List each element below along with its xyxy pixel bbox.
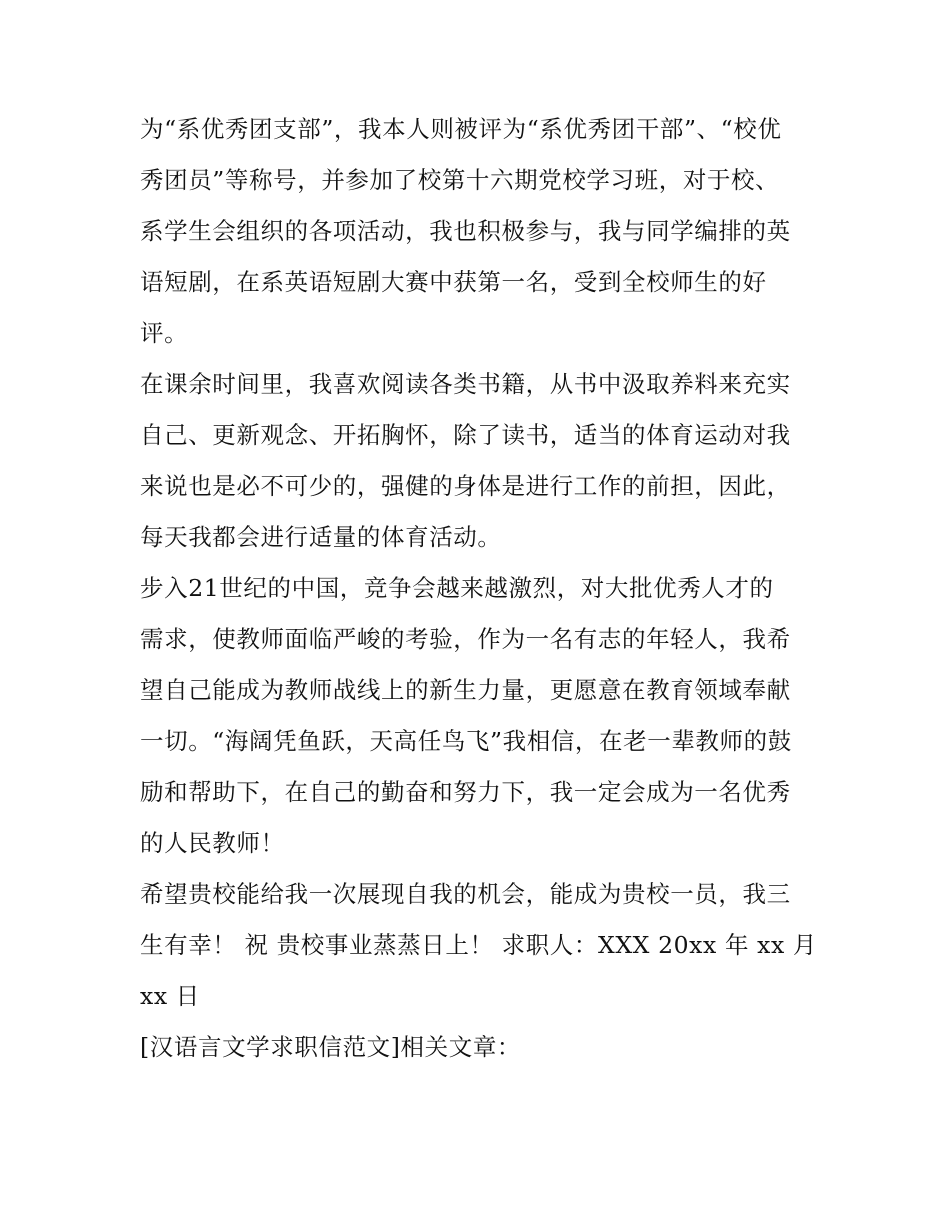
text-line: 生有幸！ 祝 贵校事业蒸蒸日上！ 求职人：XXX 20xx 年 xx 月	[140, 931, 817, 959]
text-line: 自己、更新观念、开拓胸怀，除了读书，适当的体育运动对我	[140, 421, 791, 449]
text-line: 望自己能成为教师战线上的新生力量，更愿意在教育领域奉献	[140, 676, 791, 704]
text-line: xx 日	[140, 982, 200, 1010]
text-line: 在课余时间里，我喜欢阅读各类书籍，从书中汲取养料来充实	[140, 370, 791, 398]
paragraph-closing	[140, 869, 820, 1022]
text-line: 语短剧，在系英语短剧大赛中获第一名，受到全校师生的好	[140, 268, 767, 296]
text-line: 励和帮助下，在自己的勤奋和努力下，我一定会成为一名优秀	[140, 778, 791, 806]
text-line: 秀团员”等称号，并参加了校第十六期党校学习班，对于校、	[140, 166, 780, 194]
text-line: 需求，使教师面临严峻的考验，作为一名有志的年轻人，我希	[140, 625, 791, 653]
text-line: 系学生会组织的各项活动，我也积极参与，我与同学编排的英	[140, 217, 791, 245]
text-line: 每天我都会进行适量的体育活动。	[140, 523, 502, 551]
paragraph-honors	[140, 104, 820, 359]
paragraph-aspiration	[140, 563, 820, 869]
paragraph-related-articles	[140, 1022, 820, 1073]
text-line: 来说也是必不可少的，强健的身体是进行工作的前担，因此，	[140, 472, 791, 500]
text-line: 评。	[140, 319, 189, 347]
text-line: 的人民教师！	[140, 829, 285, 857]
related-articles-heading: [汉语言文学求职信范文]相关文章：	[140, 1033, 522, 1061]
text-line: 希望贵校能给我一次展现自我的机会，能成为贵校一员，我三	[140, 880, 791, 908]
text-line: 一切。“海阔凭鱼跃，天高任鸟飞”我相信，在老一辈教师的鼓	[140, 727, 792, 755]
paragraph-hobbies	[140, 359, 820, 563]
document-body	[140, 104, 820, 1073]
text-line: 为“系优秀团支部”，我本人则被评为“系优秀团干部”、“校优	[140, 115, 782, 143]
text-line: 步入21世纪的中国，竞争会越来越激烈，对大批优秀人才的	[140, 574, 774, 602]
